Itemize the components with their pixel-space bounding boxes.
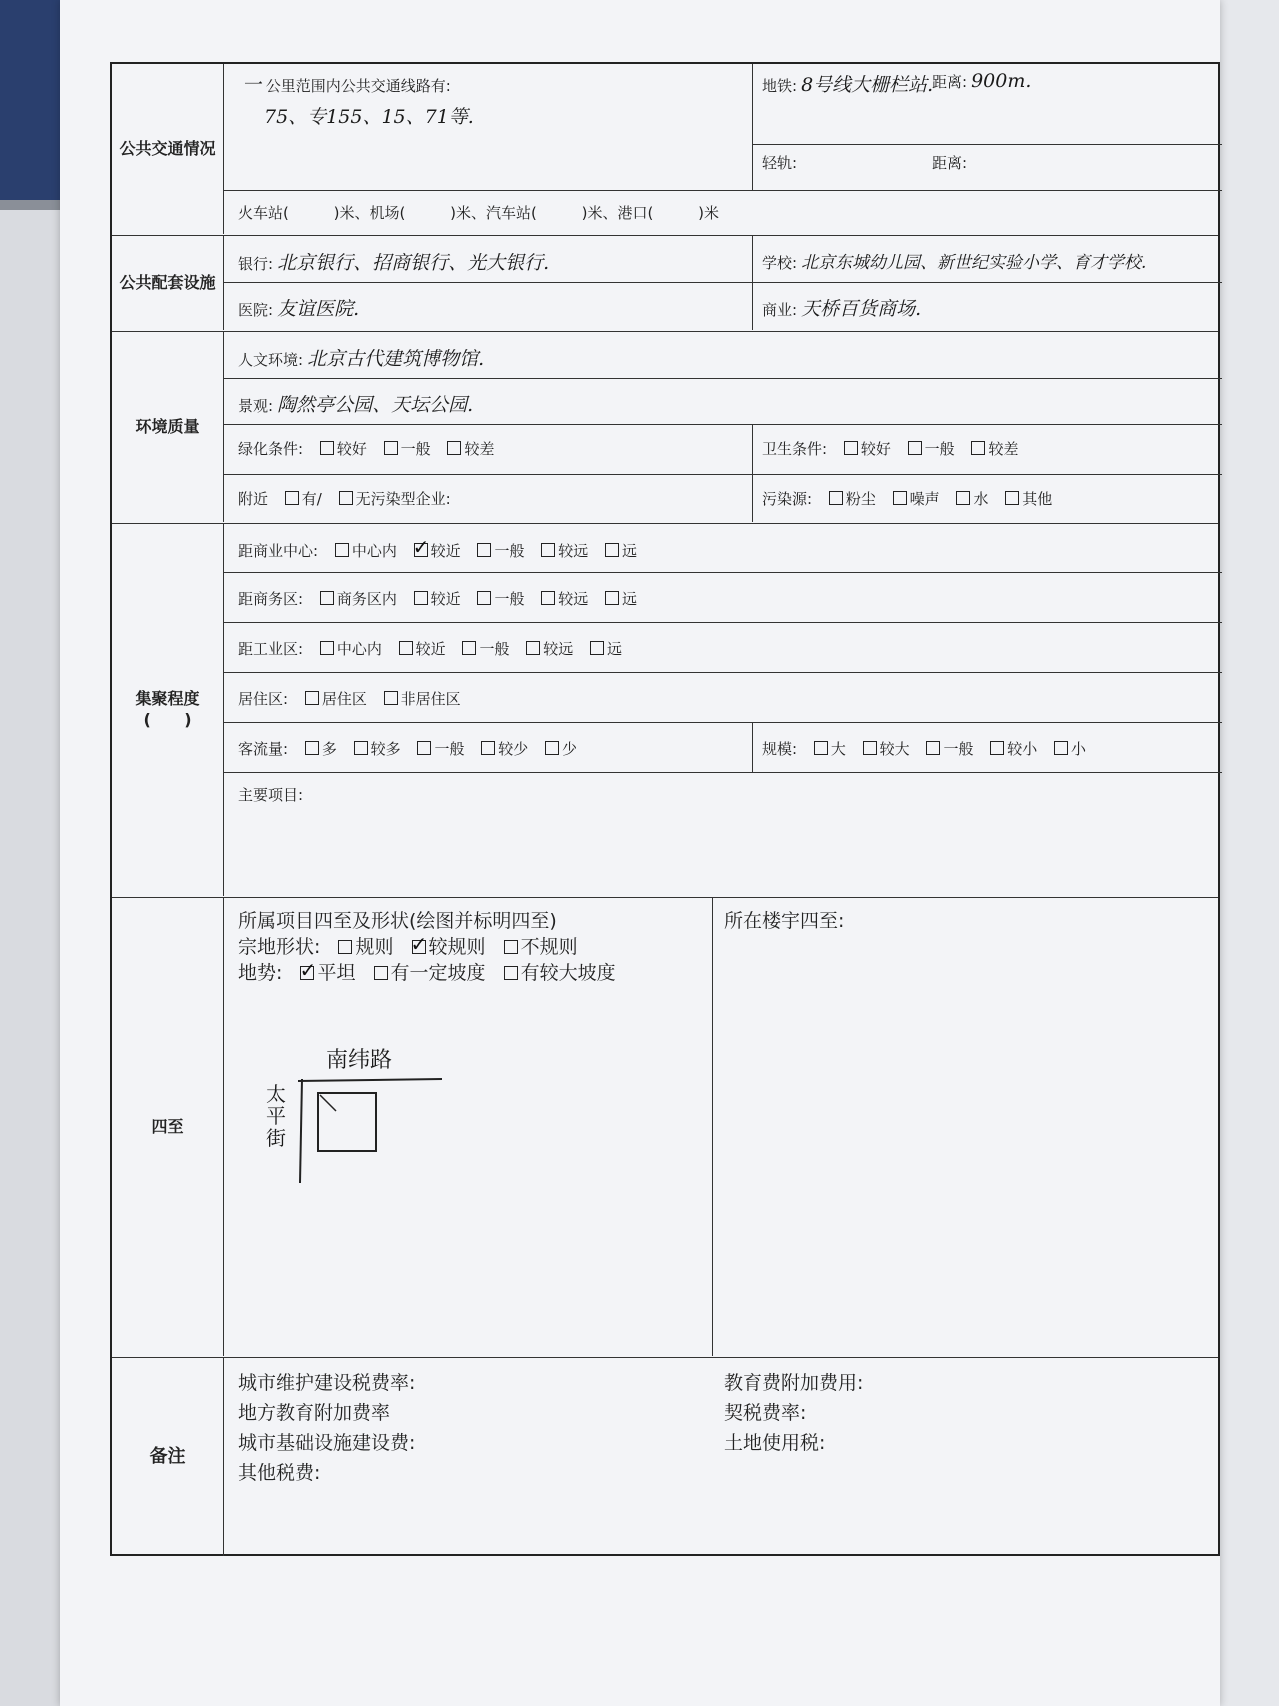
divider (224, 424, 1222, 425)
metro-label: 地铁: (762, 77, 798, 95)
pollution (754, 484, 1060, 513)
divider (224, 378, 1222, 379)
business-label: 距商务区: (238, 590, 304, 608)
divider (224, 672, 1222, 673)
checkbox-checked[interactable] (412, 940, 426, 954)
residential (230, 684, 469, 713)
facilities-section (112, 236, 1218, 332)
survey-form (110, 62, 1220, 1556)
land-use-tax: 土地使用税: (724, 1432, 826, 1454)
checkbox[interactable] (829, 491, 843, 505)
bus-range: 一 (242, 74, 262, 96)
boundary-sketch (262, 1043, 522, 1203)
option-label: 一般 (479, 640, 510, 658)
checkbox[interactable] (990, 741, 1004, 755)
distance-business (230, 584, 645, 613)
survey-form-page (60, 0, 1220, 1706)
option-label: 较少 (498, 740, 529, 758)
remarks-right (716, 1364, 871, 1462)
checkbox[interactable] (504, 966, 518, 980)
option-label: 较小 (1007, 740, 1038, 758)
option-label: 水 (973, 490, 989, 508)
option-label: 有一定坡度 (390, 962, 486, 984)
bus-routes (230, 66, 750, 101)
greenery (230, 434, 502, 463)
option-label: 较多 (370, 740, 401, 758)
industrial-label: 距工业区: (238, 640, 304, 658)
option-label: 中心内 (351, 542, 397, 560)
residential-label: 居住区: (238, 690, 289, 708)
checkbox[interactable] (605, 591, 619, 605)
distance-commercial (230, 536, 645, 565)
building-boundaries-label: 所在楼宇四至: (724, 910, 845, 932)
commerce (754, 290, 929, 325)
terrain-label: 地势: (238, 962, 283, 984)
education-surcharge: 教育费附加费用: (724, 1372, 864, 1394)
option-label: 远 (622, 542, 638, 560)
option-label: 有较大坡度 (520, 962, 616, 984)
option-label: 较差 (464, 440, 495, 458)
checkbox[interactable] (339, 491, 353, 505)
hospital-label: 医院: (238, 301, 274, 319)
greenery-label: 绿化条件: (238, 440, 304, 458)
checkbox[interactable] (908, 441, 922, 455)
checkbox[interactable] (320, 641, 334, 655)
metro-distance-label: 距离: (932, 73, 968, 91)
option-label: 中心内 (336, 640, 382, 658)
checkbox[interactable] (384, 691, 398, 705)
airport-label: )米、机场( (333, 204, 406, 222)
divider (752, 144, 1222, 145)
divider (712, 898, 713, 1356)
checkbox[interactable] (305, 741, 319, 755)
other-taxes: 其他税费: (238, 1462, 321, 1484)
option-label: 商务区内 (336, 590, 397, 608)
stations-line (230, 198, 727, 227)
checkbox[interactable] (926, 741, 940, 755)
distance-industrial (230, 634, 630, 663)
checkbox[interactable] (374, 966, 388, 980)
shape-label: 宗地形状: (238, 936, 321, 958)
main-projects-label: 主要项目: (238, 786, 304, 804)
checkbox[interactable] (971, 441, 985, 455)
checkbox[interactable] (863, 741, 877, 755)
remarks-label: 备注 (112, 1358, 224, 1556)
scale-label: 规模: (762, 740, 798, 758)
option-label: 噪声 (909, 490, 940, 508)
bank-label: 银行: (238, 255, 274, 273)
school-value: 北京东城幼儿园、新世纪实验小学、育才学校. (801, 253, 1147, 273)
agglomeration-section (112, 524, 1218, 898)
divider (224, 572, 1222, 573)
traffic-label: 客流量: (238, 740, 289, 758)
option-label: 有/ (301, 490, 322, 508)
environment-label: 环境质量 (112, 332, 224, 522)
passenger-flow (230, 734, 585, 763)
city-maintenance-tax: 城市维护建设税费率: (238, 1372, 416, 1394)
agglomeration-title: 集聚程度 (135, 689, 200, 709)
option-label: 较大 (879, 740, 910, 758)
bus-value: 75、专155、15、71等. (264, 106, 474, 128)
option-label: 规则 (355, 936, 394, 958)
school-label: 学校: (762, 254, 798, 272)
option-label: 较远 (558, 542, 589, 560)
lightrail-distance-label: 距离: (932, 154, 968, 172)
option-label: 平坦 (317, 962, 356, 984)
commerce-label: 商业: (762, 301, 798, 319)
checkbox[interactable] (338, 940, 352, 954)
boundaries-section (112, 898, 1218, 1358)
scenery-value: 陶然亭公园、天坛公园. (277, 394, 474, 416)
divider (224, 474, 1222, 475)
option-label: 一般 (434, 740, 465, 758)
divider (752, 64, 753, 190)
option-label: 粉尘 (845, 490, 876, 508)
pollution-label: 污染源: (762, 490, 813, 508)
divider (224, 622, 1222, 623)
checkbox[interactable] (417, 741, 431, 755)
metro-distance-value: 900m. (971, 70, 1032, 92)
option-label: 较近 (430, 542, 461, 560)
checkbox[interactable] (605, 543, 619, 557)
bus-label: 公里范围内公共交通线路有: (265, 77, 451, 95)
checkbox[interactable] (320, 441, 334, 455)
bank-value: 北京银行、招商银行、光大银行. (277, 252, 550, 274)
option-label: 较好 (860, 440, 891, 458)
checkbox[interactable] (320, 591, 334, 605)
option-label: 小 (1071, 740, 1087, 758)
facilities-label: 公共配套设施 (112, 236, 224, 330)
transport-section (112, 64, 1218, 236)
agglomeration-label (112, 524, 224, 896)
checkbox[interactable] (481, 741, 495, 755)
checkbox[interactable] (893, 491, 907, 505)
checkbox[interactable] (414, 591, 428, 605)
checkbox[interactable] (526, 641, 540, 655)
culture-label: 人文环境: (238, 351, 304, 369)
checkbox[interactable] (335, 543, 349, 557)
train-station-label: 火车站( (238, 204, 289, 222)
option-label: 较好 (336, 440, 367, 458)
checkbox-checked[interactable] (414, 543, 428, 557)
option-label: 大 (830, 740, 846, 758)
checkbox[interactable] (477, 543, 491, 557)
divider (224, 722, 1222, 723)
divider (752, 424, 753, 522)
checkbox[interactable] (384, 441, 398, 455)
hospital (230, 290, 367, 325)
commerce-value: 天桥百货商场. (801, 298, 922, 320)
option-label: 无污染型企业: (355, 490, 451, 508)
scenery-label: 景观: (238, 397, 274, 415)
remarks-section (112, 1358, 1218, 1556)
infrastructure-fee: 城市基础设施建设费: (238, 1432, 416, 1454)
option-label: 一般 (494, 590, 525, 608)
checkbox[interactable] (844, 441, 858, 455)
option-label: 较远 (558, 590, 589, 608)
checkbox[interactable] (354, 741, 368, 755)
checkbox[interactable] (477, 591, 491, 605)
school (754, 244, 1154, 277)
option-label: 多 (321, 740, 337, 758)
environment-section (112, 332, 1218, 524)
hospital-value: 友谊医院. (277, 298, 360, 320)
checkbox[interactable] (590, 641, 604, 655)
option-label: 较近 (415, 640, 446, 658)
option-label: 较远 (543, 640, 574, 658)
option-label: 远 (607, 640, 623, 658)
terrain (230, 954, 624, 989)
checkbox[interactable] (462, 641, 476, 655)
checkbox-checked[interactable] (300, 966, 314, 980)
divider (752, 236, 753, 330)
boundaries-title: 所属项目四至及形状(绘图并标明四至) (238, 910, 557, 932)
hygiene (754, 434, 1026, 463)
option-label: 一般 (943, 740, 974, 758)
culture (230, 340, 492, 375)
checkbox[interactable] (285, 491, 299, 505)
metro-value: 8号线大栅栏站. (801, 74, 934, 96)
bus-station-label: )米、汽车站( (450, 204, 537, 222)
option-label: 非居住区 (400, 690, 461, 708)
divider (752, 722, 753, 772)
option-label: 一般 (400, 440, 431, 458)
remarks-left (230, 1364, 423, 1492)
option-label: 一般 (494, 542, 525, 560)
option-label: 居住区 (321, 690, 367, 708)
checkbox[interactable] (447, 441, 461, 455)
option-label: 较规则 (428, 936, 486, 958)
option-label: 少 (562, 740, 578, 758)
scale (754, 734, 1094, 763)
transport-label: 公共交通情况 (112, 64, 224, 234)
local-education-surcharge: 地方教育附加费率 (238, 1402, 391, 1424)
sketch-west-street: 太平街 (266, 1082, 286, 1150)
checkbox[interactable] (541, 543, 555, 557)
deed-tax-rate: 契税费率: (724, 1402, 807, 1424)
checkbox[interactable] (956, 491, 970, 505)
option-label: 一般 (924, 440, 955, 458)
boundaries-label: 四至 (112, 898, 224, 1356)
option-label: 不规则 (520, 936, 578, 958)
culture-value: 北京古代建筑博物馆. (307, 348, 485, 370)
option-label: 较近 (430, 590, 461, 608)
commercial-label: 距商业中心: (238, 542, 319, 560)
option-label: 较差 (988, 440, 1019, 458)
meter-unit: )米 (698, 204, 719, 222)
metro-distance (924, 66, 1039, 96)
hygiene-label: 卫生条件: (762, 440, 828, 458)
checkbox[interactable] (545, 741, 559, 755)
nearby (230, 484, 459, 513)
port-label: )米、港口( (581, 204, 654, 222)
bank (230, 244, 557, 279)
divider (224, 190, 1222, 191)
nearby-label: 附近 (238, 490, 269, 508)
checkbox[interactable] (504, 940, 518, 954)
sketch-north-road: 南纬路 (326, 1048, 393, 1073)
checkbox[interactable] (1054, 741, 1068, 755)
checkbox[interactable] (399, 641, 413, 655)
option-label: 其他 (1022, 490, 1053, 508)
metro (754, 66, 941, 101)
checkbox[interactable] (541, 591, 555, 605)
option-label: 远 (622, 590, 638, 608)
checkbox[interactable] (1005, 491, 1019, 505)
checkbox[interactable] (305, 691, 319, 705)
sketch-drawing (262, 1043, 522, 1203)
divider (224, 282, 1222, 283)
scenery (230, 386, 481, 421)
lightrail-label: 轻轨: (762, 154, 798, 172)
checkbox[interactable] (814, 741, 828, 755)
divider (224, 772, 1222, 773)
agglomeration-paren: ( ) (143, 710, 192, 729)
